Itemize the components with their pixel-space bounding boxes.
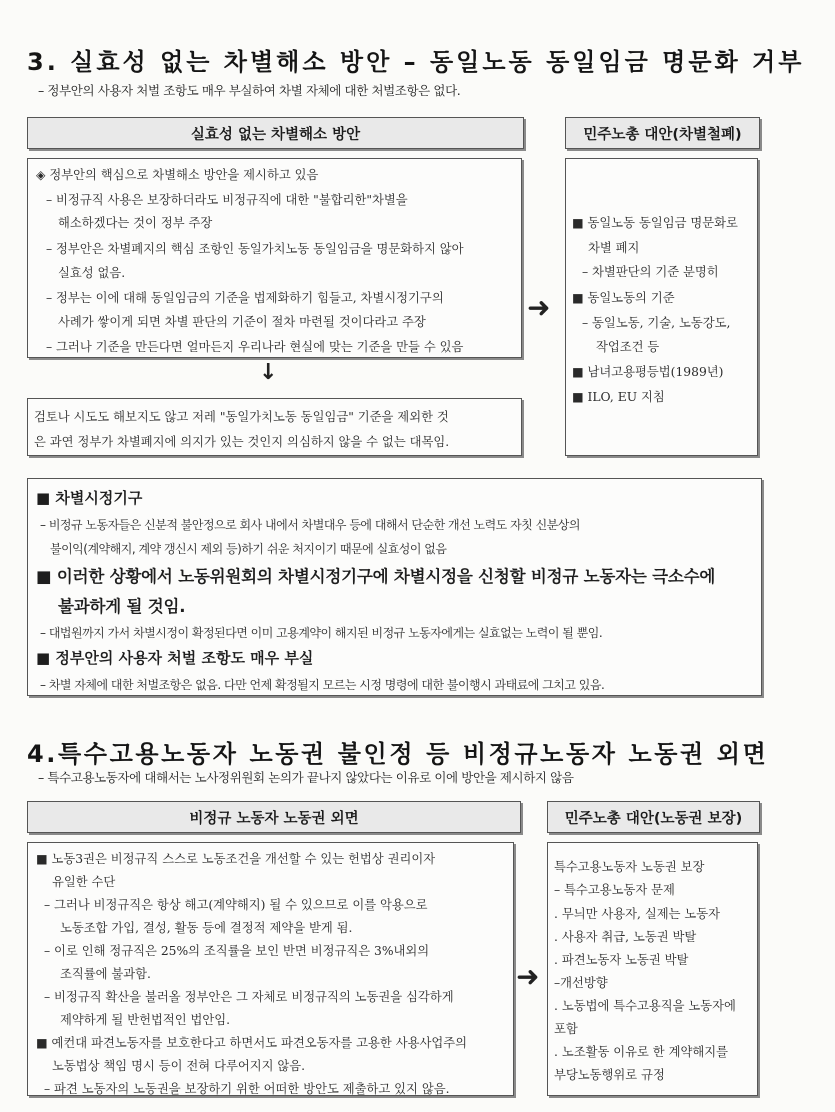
s4-left-line: ■ 예컨대 파견노동자를 보호한다고 하면서도 파견오동자를 고용한 사용사업주의 bbox=[36, 1036, 467, 1050]
section3-title: 3. 실효성 없는 차별해소 방안 – 동일노동 동일임금 명문화 거부 bbox=[27, 48, 805, 76]
section3-left-box bbox=[27, 158, 522, 358]
s4-right-line: . 노조활동 이유로 한 계약해지를 bbox=[554, 1045, 728, 1059]
s4-left-line: 노동조합 가입, 결성, 활동 등에 결정적 제약을 받게 됨. bbox=[60, 921, 353, 935]
middle-body-line: 불이익(계약해지, 계약 갱신시 제외 등)하기 쉬운 처지이기 때문에 실효성이 없음 bbox=[50, 542, 447, 556]
s4-right-line: . 사용자 취급, 노동권 박탈 bbox=[554, 930, 697, 944]
s3-left-line: – 정부안은 차별폐지의 핵심 조항인 동일가치노동 동일임금을 명문화하지 않아 bbox=[46, 242, 464, 256]
section3-bottom-box bbox=[27, 398, 522, 456]
middle-heading: ■ 정부안의 사용자 처벌 조항도 매우 부실 bbox=[36, 649, 314, 667]
s3-right-line: ■ 동일노동의 기준 bbox=[572, 291, 675, 305]
s3-right-line: ■ 동일노동 동일임금 명문화로 bbox=[572, 216, 738, 230]
section3-left-header-text: 실효성 없는 차별해소 방안 bbox=[190, 126, 361, 143]
s3-right-line: – 차별판단의 기준 분명히 bbox=[582, 265, 719, 279]
section4-right-header bbox=[547, 801, 760, 833]
section3-right-header bbox=[565, 117, 760, 149]
s3-right-line: 차별 폐지 bbox=[588, 241, 640, 255]
s3-right-line: – 동일노동, 기술, 노동강도, bbox=[582, 316, 731, 330]
section4-right-header-text: 민주노총 대안(노동권 보장) bbox=[564, 810, 743, 827]
s4-right-line: 부당노동행위로 규정 bbox=[554, 1068, 665, 1082]
s3-left-line: 해소하겠다는 것이 정부 주장 bbox=[58, 216, 213, 230]
s4-right-line: 특수고용노동자 노동권 보장 bbox=[554, 860, 705, 874]
s3-bottom-line: 검토나 시도도 해보지도 않고 저레 "동일가치노동 동일임금" 기준을 제외한 것 bbox=[34, 410, 449, 424]
s4-right-line: –개선방향 bbox=[554, 976, 608, 990]
s4-right-line: . 노동법에 특수고용직을 노동자에 bbox=[554, 999, 736, 1013]
s3-right-line: ■ 남녀고용평등법(1989년) bbox=[572, 365, 724, 379]
middle-body-line: – 차별 자체에 대한 처벌조항은 없음. 다만 언제 확정될지 모르는 시정 명령에 대한 불이행시 과태료에 그치고 있음. bbox=[40, 678, 605, 692]
section4-left-header-text: 비정규 노동자 노동권 외면 bbox=[189, 810, 359, 827]
s3-left-line: – 정부는 이에 대해 동일임금의 기준을 법제화하기 힘들고, 차별시정기구의 bbox=[46, 291, 444, 305]
right-arrow-icon: ➜ bbox=[527, 291, 551, 324]
section3-right-box bbox=[565, 158, 758, 456]
s4-left-line: – 그러나 비정규직은 항상 해고(계약해지) 될 수 있으므로 이를 악용으로 bbox=[44, 898, 428, 912]
s4-left-line: 유일한 수단 bbox=[52, 875, 116, 889]
section4-left-header bbox=[27, 801, 521, 833]
s4-left-line: 제약하게 될 반헌법적인 법안임. bbox=[60, 1013, 231, 1027]
s4-left-line: – 파견 노동자의 노동권을 보장하기 위한 어떠한 방안도 제출하고 있지 않음. bbox=[44, 1082, 450, 1096]
s4-right-line: . 무늬만 사용자, 실제는 노동자 bbox=[554, 907, 720, 921]
s3-right-line: 작업조건 등 bbox=[596, 340, 660, 354]
s4-left-line: – 이로 인해 정규직은 25%의 조직률을 보인 반면 비정규직은 3%내외의 bbox=[44, 944, 430, 958]
section4-title: 4.특수고용노동자 노동권 불인정 등 비정규노동자 노동권 외면 bbox=[27, 740, 769, 768]
middle-heading: ■ 이러한 상황에서 노동위원회의 차별시정기구에 차별시정을 신청할 비정규 노동자는 극소수에 bbox=[36, 567, 716, 586]
s3-left-line: – 그러나 기준을 만든다면 얼마든지 우리나라 현실에 맞는 기준을 만들 수 있음 bbox=[46, 340, 464, 354]
middle-heading: ■ 차별시정기구 bbox=[36, 489, 143, 507]
middle-heading: 불과하게 될 것임. bbox=[58, 597, 186, 616]
s4-right-line: – 특수고용노동자 문제 bbox=[554, 883, 675, 897]
down-arrow-icon: ↓ bbox=[259, 360, 278, 385]
section3-middle-box bbox=[27, 478, 762, 696]
s3-right-line: ■ ILO, EU 지침 bbox=[572, 390, 665, 404]
s3-bottom-line: 은 과연 정부가 차별폐지에 의지가 있는 것인지 의심하지 않을 수 없는 대목임. bbox=[34, 435, 450, 449]
section3-left-header bbox=[27, 117, 524, 149]
section4-subtitle: – 특수고용노동자에 대해서는 노사정위원회 논의가 끝나지 않았다는 이유로 이에 방안을 제시하지 않음 bbox=[38, 770, 574, 785]
s4-left-line: 노동법상 책임 명시 등이 전혀 다루어지지 않음. bbox=[52, 1059, 306, 1073]
section4-right-box bbox=[547, 842, 758, 1096]
s4-left-line: ■ 노동3권은 비정규직 스스로 노동조건을 개선할 수 있는 헌법상 권리이자 bbox=[36, 852, 436, 866]
section3-right-header-text: 민주노총 대안(차별철폐) bbox=[583, 126, 742, 143]
s4-right-line: 포함 bbox=[554, 1022, 578, 1036]
s3-left-line: ◈ 정부안의 핵심으로 차별해소 방안을 제시하고 있음 bbox=[36, 168, 319, 182]
s4-left-line: – 비정규직 확산을 불러올 정부안은 그 자체로 비정규직의 노동권을 심각하게 bbox=[44, 990, 454, 1004]
section3-subtitle: – 정부안의 사용자 처벌 조항도 매우 부실하여 차별 자체에 대한 처벌조항은 없다. bbox=[38, 83, 461, 98]
right-arrow-icon: ➜ bbox=[516, 960, 540, 993]
s4-left-line: 조직률에 불과함. bbox=[60, 967, 151, 981]
s4-right-line: . 파견노동자 노동권 박탈 bbox=[554, 953, 689, 967]
s3-left-line: 사례가 쌓이게 되면 차별 판단의 기준이 절차 마련될 것이다라고 주장 bbox=[58, 315, 426, 329]
s3-left-line: 실효성 없음. bbox=[58, 266, 126, 280]
section4-left-box bbox=[27, 842, 514, 1096]
middle-body-line: – 비정규 노동자들은 신분적 불안정으로 회사 내에서 차별대우 등에 대해서 단순한 개선 노력도 자칫 신분상의 bbox=[40, 518, 580, 532]
middle-body-line: – 대법원까지 가서 차별시정이 확정된다면 이미 고용계약이 해지된 비정규 노동자에게는 실효없는 노력이 될 뿐임. bbox=[40, 626, 603, 640]
s3-left-line: – 비정규직 사용은 보장하더라도 비정규직에 대한 "불합리한"차별을 bbox=[46, 193, 408, 207]
